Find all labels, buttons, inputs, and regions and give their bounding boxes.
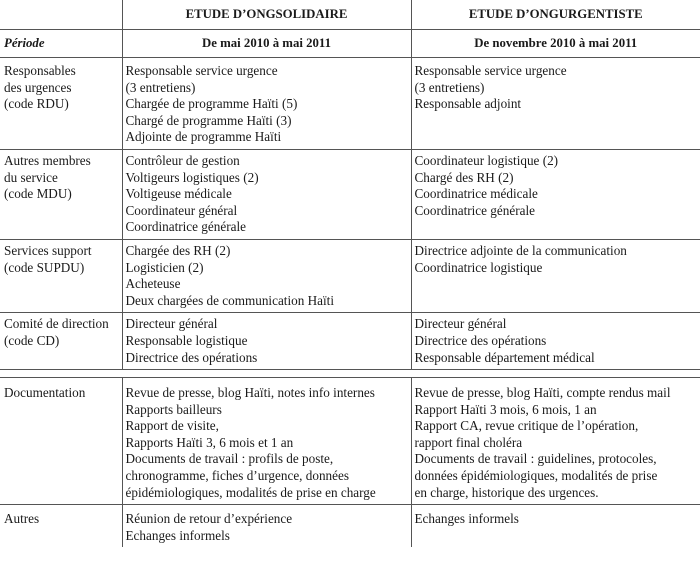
header-blank-cell xyxy=(0,0,122,30)
row-label-line: Documentation xyxy=(4,385,86,401)
cell-line: Coordinatrice générale xyxy=(125,219,246,235)
cell-line: Chargé des RH (2) xyxy=(414,169,514,185)
ongurgentiste-cell xyxy=(411,378,700,505)
cell-line: Chargée de programme Haïti (5) xyxy=(125,96,298,112)
ongurgentiste-cell xyxy=(411,239,700,312)
cell-line: Revue de presse, blog Haïti, compte rendus mail xyxy=(414,385,671,401)
cell-line: données épidémiologiques, modalités de prise xyxy=(414,468,658,484)
cell-line: Rapport Haïti 3 mois, 6 mois, 1 an xyxy=(414,401,597,417)
cell-line: Deux chargées de communication Haïti xyxy=(125,292,334,308)
cell-line: Responsable département médical xyxy=(414,349,595,365)
gap-cell xyxy=(122,370,411,378)
cell-line: Responsable logistique xyxy=(125,332,248,348)
row-label xyxy=(0,505,122,548)
row-label-line: du service xyxy=(4,169,58,185)
cell-line: Coordinatrice logistique xyxy=(414,259,543,275)
cell-line: Voltigeuse médicale xyxy=(125,186,232,202)
row-label-line: (code SUPDU) xyxy=(4,259,85,275)
cell-line: Documents de travail : profils de poste, xyxy=(125,451,334,467)
row-label-line: (code RDU) xyxy=(4,96,69,112)
ongsolidaire-cell xyxy=(122,149,411,239)
cell-line: Coordinateur logistique (2) xyxy=(414,152,559,168)
row-label-line: Comité de direction xyxy=(4,316,109,332)
ongsolidaire-cell xyxy=(122,58,411,150)
row-label xyxy=(0,378,122,505)
cell-line: Documents de travail : guidelines, protocoles, xyxy=(414,451,657,467)
row-label-line: (code CD) xyxy=(4,332,60,348)
row-label xyxy=(0,149,122,239)
cell-line: Directrice adjointe de la communication xyxy=(414,242,627,258)
ongurgentiste-cell xyxy=(411,58,700,150)
cell-line: Directeur général xyxy=(414,316,507,332)
cell-line: (3 entretiens) xyxy=(414,79,485,95)
table-row-mdu xyxy=(0,149,700,239)
ongsolidaire-cell xyxy=(122,378,411,505)
cell-line: Coordinateur général xyxy=(125,202,238,218)
period-row xyxy=(0,30,700,58)
table-row-cd xyxy=(0,313,700,370)
cell-line: Chargée des RH (2) xyxy=(125,242,231,258)
gap-cell xyxy=(0,370,122,378)
table-row-supdu xyxy=(0,239,700,312)
row-label xyxy=(0,313,122,370)
ongsolidaire-cell xyxy=(122,505,411,548)
cell-line: Rapports Haïti 3, 6 mois et 1 an xyxy=(125,434,294,450)
ongsolidaire-cell xyxy=(122,313,411,370)
table-row-autres xyxy=(0,505,700,548)
row-label xyxy=(0,58,122,150)
header-row xyxy=(0,0,700,30)
header-ongsolidaire: ETUDE D’ONGSOLIDAIRE xyxy=(122,0,411,30)
row-label xyxy=(0,239,122,312)
row-label-line: Services support xyxy=(4,242,92,258)
cell-line: Revue de presse, blog Haïti, notes info internes xyxy=(125,385,375,401)
row-label-line: des urgences xyxy=(4,79,72,95)
cell-line: Coordinatrice médicale xyxy=(414,186,538,202)
cell-line: Echanges informels xyxy=(414,511,519,527)
cell-line: Acheteuse xyxy=(125,276,181,292)
cell-line: Contrôleur de gestion xyxy=(125,152,240,168)
cell-line: Echanges informels xyxy=(125,527,230,543)
ongsolidaire-cell xyxy=(122,239,411,312)
period-label: Période xyxy=(0,30,122,58)
cell-line: Directeur général xyxy=(125,316,218,332)
period-ongurgentiste: De novembre 2010 à mai 2011 xyxy=(411,30,700,58)
cell-line: Directrice des opérations xyxy=(125,349,258,365)
row-label-line: Responsables xyxy=(4,63,76,78)
cell-line: Directrice des opérations xyxy=(414,332,547,348)
cell-line: chronogramme, fiches d’urgence, données xyxy=(125,468,349,484)
cell-line: épidémiologiques, modalités de prise en charge xyxy=(125,484,376,500)
cell-line: Responsable service urgence xyxy=(414,63,567,78)
cell-line: Chargé de programme Haïti (3) xyxy=(125,112,292,128)
row-label-line: Autres xyxy=(4,511,40,527)
cell-line: Rapport CA, revue critique de l’opération, xyxy=(414,418,639,434)
cell-line: rapport final choléra xyxy=(414,434,523,450)
ongurgentiste-cell xyxy=(411,313,700,370)
period-ongsolidaire: De mai 2010 à mai 2011 xyxy=(122,30,411,58)
table-row-documentation xyxy=(0,378,700,505)
cell-line: Adjointe de programme Haïti xyxy=(125,129,282,145)
cell-line: Coordinatrice générale xyxy=(414,202,535,218)
cell-line: (3 entretiens) xyxy=(125,79,196,95)
header-ongurgentiste: ETUDE D’ONGURGENTISTE xyxy=(411,0,700,30)
cell-line: Rapport de visite, xyxy=(125,418,219,434)
cell-line: en charge, historique des urgences. xyxy=(414,484,599,500)
section-gap xyxy=(0,370,700,378)
cell-line: Responsable adjoint xyxy=(414,96,522,112)
ongurgentiste-cell xyxy=(411,149,700,239)
row-label-line: (code MDU) xyxy=(4,186,72,202)
cell-line: Voltigeurs logistiques (2) xyxy=(125,169,259,185)
cell-line: Logisticien (2) xyxy=(125,259,204,275)
cell-line: Responsable service urgence xyxy=(125,63,278,78)
cell-line: Rapports bailleurs xyxy=(125,401,222,417)
table-row-rdu xyxy=(0,58,700,150)
cell-line: Réunion de retour d’expérience xyxy=(125,511,293,527)
ongurgentiste-cell xyxy=(411,505,700,548)
row-label-line: Autres membres xyxy=(4,152,91,168)
gap-cell xyxy=(411,370,700,378)
